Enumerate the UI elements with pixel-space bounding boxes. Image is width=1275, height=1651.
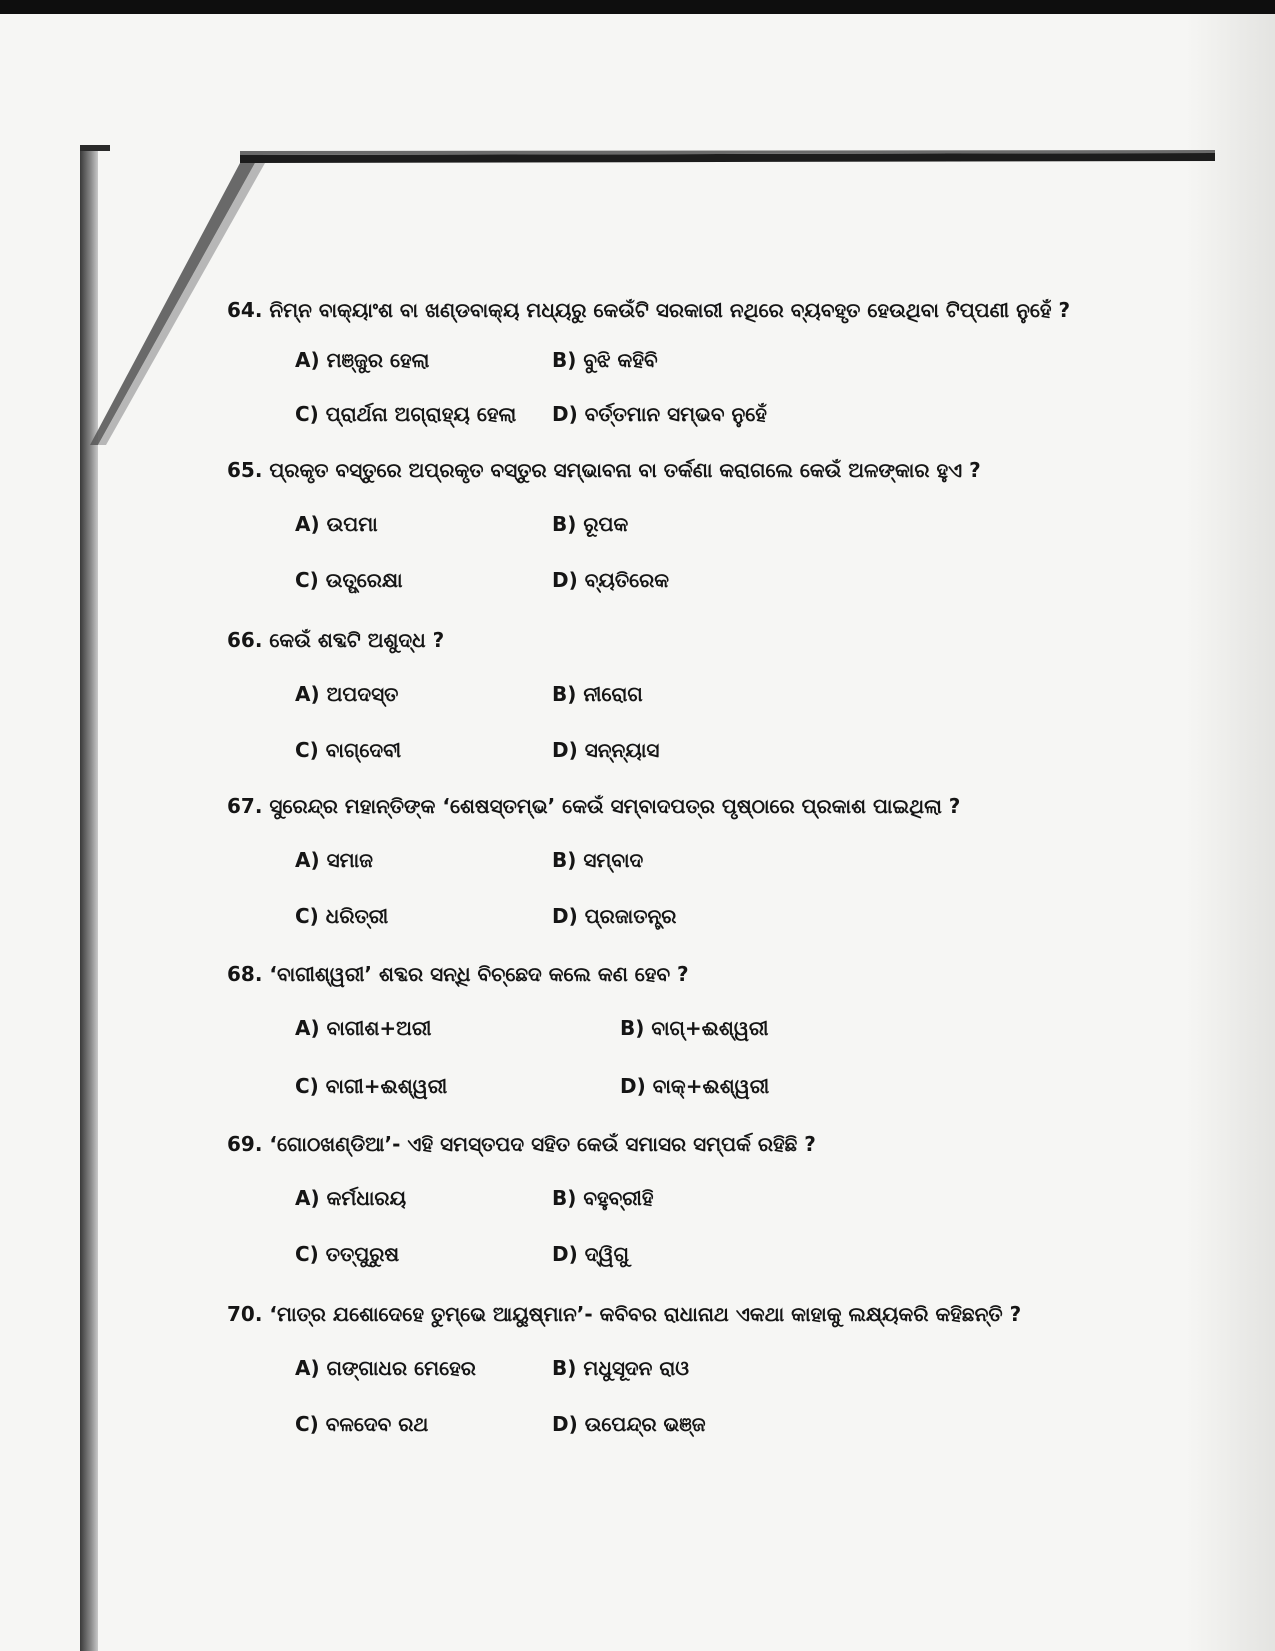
question-68 [227,961,1227,1098]
option-letter: A) [295,1016,320,1040]
option-c [295,737,401,763]
option-text: ଦ୍ୱିଗୁ [584,1242,629,1266]
option-letter: D) [552,738,578,762]
question-stem [227,793,1227,819]
question-text: ନିମ୍ନ ବାକ୍ୟାଂଶ ବା ଖଣ୍ଡବାକ୍ୟ ମଧ୍ୟରୁ କେଉଁଟି ସରକାରୀ ନଥିରେ ବ୍ୟବହୃତ ହେଉଥିବା ଟିପ୍ପଣୀ ନୁହେଁ ? [269,298,1071,322]
option-letter: C) [295,904,319,928]
option-letter: B) [552,1186,577,1210]
option-letter: B) [552,348,577,372]
option-text: ପ୍ରଜାତନ୍ତ୍ର [584,904,677,928]
option-a [295,347,429,373]
option-letter: C) [295,1242,319,1266]
question-stem [227,1301,1227,1327]
option-letter: A) [295,512,320,536]
option-d [552,737,659,763]
option-letter: B) [552,512,577,536]
option-letter: B) [552,1356,577,1380]
option-letter: C) [295,1074,319,1098]
scan-top-edge [0,0,1275,14]
option-letter: D) [620,1074,646,1098]
option-row [295,567,1195,597]
question-text: ପ୍ରକୃତ ବସ୍ତୁରେ ଅପ୍ରକୃତ ବସ୍ତୁର ସମ୍ଭାବନା ବା ତର୍କଣା କରାଗଲେ କେଉଁ ଅଳଙ୍କାର ହୁଏ ? [269,458,981,482]
question-text: ସୁରେନ୍ଦ୍ର ମହାନ୍ତିଙ୍କ ‘ଶେଷସ୍ତମ୍ଭ’ କେଉଁ ସମ୍ବାଦପତ୍ର ପୃଷ୍ଠାରେ ପ୍ରକାଶ ପାଇଥିଲା ? [269,794,961,818]
option-text: ବ୍ୟତିରେକ [584,568,670,592]
option-d [552,567,669,593]
question-66 [227,627,1227,762]
option-letter: D) [552,568,578,592]
option-a [295,847,373,873]
option-d [552,1411,706,1437]
option-letter: A) [295,682,320,706]
option-c [295,1241,399,1267]
option-text: ବହୁବ୍ରୀହି [583,1186,654,1210]
option-row [295,511,1195,541]
option-text: ନୀରୋଗ [583,682,643,706]
question-number: 68. [227,962,263,986]
option-text: କର୍ମଧାରୟ [326,1186,407,1210]
option-text: ମଞ୍ଜୁର ହେଲା [326,348,430,372]
option-row [295,847,1195,877]
option-text: ସନ୍ନ୍ୟାସ [584,738,660,762]
option-a [295,681,398,707]
option-text: ଅପଦସ୍ତ [326,682,399,706]
question-stem [227,457,1227,483]
question-stem [227,961,1227,987]
option-d [552,903,676,929]
question-text: ‘ଗୋଠଖଣ୍ଡିଆ’- ଏହି ସମସ୍ତପଦ ସହିତ କେଉଁ ସମାସର ସମ୍ପର୍କ ରହିଛି ? [269,1132,816,1156]
option-letter: A) [295,1356,320,1380]
option-c [295,1411,428,1437]
option-row [295,1355,1195,1385]
option-a [295,1355,476,1381]
question-stem [227,1131,1227,1157]
option-row [295,1073,1195,1103]
option-letter: D) [552,1412,578,1436]
question-text: କେଉଁ ଶବ୍ଦଟି ଅଶୁଦ୍ଧ ? [269,628,445,652]
scan-right-shadow [1185,14,1275,1651]
option-letter: B) [552,682,577,706]
option-letter: A) [295,1186,320,1210]
option-c [295,401,516,427]
page-corner-fold [80,145,300,445]
option-b [552,511,628,537]
option-b [620,1015,768,1041]
option-text: ସମାଜ [326,848,373,872]
option-text: ଗଙ୍ଗାଧର ମେହେର [326,1356,476,1380]
option-a [295,1015,431,1041]
option-d [552,1241,629,1267]
option-b [552,1355,689,1381]
option-row [295,1015,1195,1045]
option-text: ମଧୁସୂଦନ ରାଓ [583,1356,690,1380]
option-text: ବାଗୀଶ+ଅରୀ [326,1016,432,1040]
option-b [552,1185,653,1211]
option-text: ବଳଦେବ ରଥ [325,1412,429,1436]
option-text: ଧରିତ୍ରୀ [325,904,389,928]
option-d [552,401,767,427]
option-letter: B) [620,1016,645,1040]
option-text: ବାଗୀ+ଈଶ୍ୱରୀ [325,1074,448,1098]
option-text: ବୁଝି କହିବି [583,348,658,372]
question-number: 64. [227,298,263,322]
option-b [552,347,658,373]
option-text: ଉପମା [326,512,378,536]
option-letter: C) [295,1412,319,1436]
option-b [552,847,643,873]
option-text: ଉପେନ୍ଦ୍ର ଭଞ୍ଜ [584,1412,706,1436]
option-text: ସମ୍ବାଦ [583,848,644,872]
option-row [295,347,1195,377]
question-stem [227,297,1227,323]
question-number: 65. [227,458,263,482]
question-67 [227,793,1227,928]
option-row [295,903,1195,933]
question-number: 66. [227,628,263,652]
option-text: ବାଗ୍‌ଦେବୀ [325,738,402,762]
question-number: 67. [227,794,263,818]
option-d [620,1073,769,1099]
option-text: ତତ୍ପୁରୁଷ [325,1242,400,1266]
option-b [552,681,643,707]
option-row [295,1185,1195,1215]
option-row [295,681,1195,711]
option-a [295,1185,406,1211]
option-letter: B) [552,848,577,872]
question-stem [227,627,1227,653]
question-text: ‘ମାତ୍ର ଯଶୋଦେହେ ତୁମ୍ଭେ ଆୟୁଷ୍ମାନ’- କବିବର ରାଧାନାଥ ଏକଥା କାହାକୁ ଲକ୍ଷ୍ୟକରି କହିଛନ୍ତି ? [269,1302,1022,1326]
question-65 [227,457,1227,592]
option-row [295,1241,1195,1271]
option-letter: C) [295,402,319,426]
option-letter: A) [295,848,320,872]
option-text: ଉତ୍ପ୍ରେକ୍ଷା [325,568,403,592]
option-letter: D) [552,402,578,426]
question-number: 69. [227,1132,263,1156]
question-text: ‘ବାଗୀଶ୍ୱରୀ’ ଶବ୍ଦର ସନ୍ଧି ବିଚ୍ଛେଦ କଲେ କଣ ହେବ ? [269,962,689,986]
option-letter: D) [552,1242,578,1266]
option-text: ବର୍ତ୍ତମାନ ସମ୍ଭବ ନୁହେଁ [584,402,767,426]
option-letter: C) [295,568,319,592]
option-letter: D) [552,904,578,928]
option-c [295,1073,447,1099]
option-row [295,737,1195,767]
option-c [295,567,403,593]
option-letter: C) [295,738,319,762]
option-text: ବାଗ୍+ଈଶ୍ୱରୀ [651,1016,769,1040]
question-64 [227,297,1227,426]
question-number: 70. [227,1302,263,1326]
option-c [295,903,388,929]
option-row [295,401,1195,431]
option-text: ରୂପକ [583,512,629,536]
question-69 [227,1131,1227,1266]
option-letter: A) [295,348,320,372]
option-a [295,511,378,537]
option-row [295,1411,1195,1441]
option-text: ବାକ୍+ଈଶ୍ୱରୀ [652,1074,770,1098]
question-70 [227,1301,1227,1436]
option-text: ପ୍ରାର୍ଥନା ଅଗ୍ରାହ୍ୟ ହେଲା [325,402,517,426]
